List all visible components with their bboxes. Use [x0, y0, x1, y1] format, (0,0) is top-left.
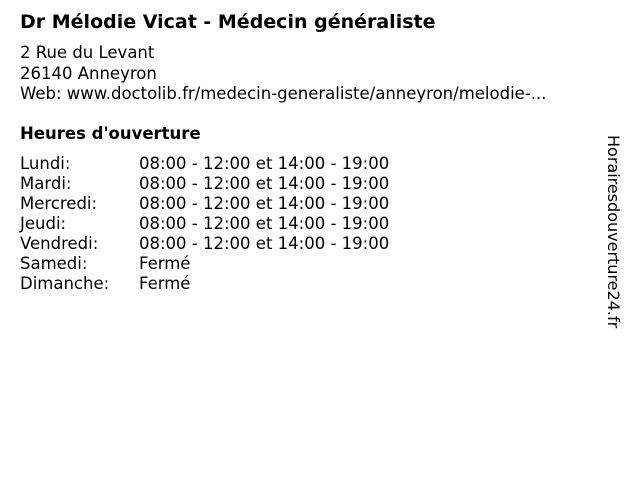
page-title: Dr Mélodie Vicat - Médecin généraliste	[20, 11, 436, 33]
hours-heading: Heures d'ouverture	[20, 124, 201, 143]
hours-row-saturday	[20, 254, 389, 274]
time-value: Fermé	[139, 274, 191, 293]
day-label: Samedi:	[20, 254, 88, 273]
hours-row-sunday	[20, 274, 389, 294]
opening-hours-table	[20, 154, 389, 294]
time-value: 08:00 - 12:00 et 14:00 - 19:00	[139, 194, 390, 213]
hours-row-monday	[20, 154, 389, 174]
time-value: 08:00 - 12:00 et 14:00 - 19:00	[139, 154, 390, 173]
day-label: Lundi:	[20, 154, 71, 173]
hours-row-wednesday	[20, 194, 389, 214]
time-value: 08:00 - 12:00 et 14:00 - 19:00	[139, 174, 390, 193]
time-value: 08:00 - 12:00 et 14:00 - 19:00	[139, 214, 390, 233]
hours-row-friday	[20, 234, 389, 254]
day-label: Dimanche:	[20, 274, 110, 293]
site-brand-watermark: Horairesdouverture24.fr	[604, 135, 623, 329]
hours-row-thursday	[20, 214, 389, 234]
address-street: 2 Rue du Levant	[20, 43, 155, 62]
time-value: 08:00 - 12:00 et 14:00 - 19:00	[139, 234, 390, 253]
address-block	[20, 43, 547, 105]
hours-row-tuesday	[20, 174, 389, 194]
day-label: Mardi:	[20, 174, 72, 193]
day-label: Vendredi:	[20, 234, 99, 253]
time-value: Fermé	[139, 254, 191, 273]
website-link[interactable]: Web: www.doctolib.fr/medecin-generaliste/anneyron/melodie-...	[20, 84, 547, 103]
address-city: 26140 Anneyron	[20, 63, 157, 83]
day-label: Jeudi:	[20, 214, 67, 233]
day-label: Mercredi:	[20, 194, 98, 213]
